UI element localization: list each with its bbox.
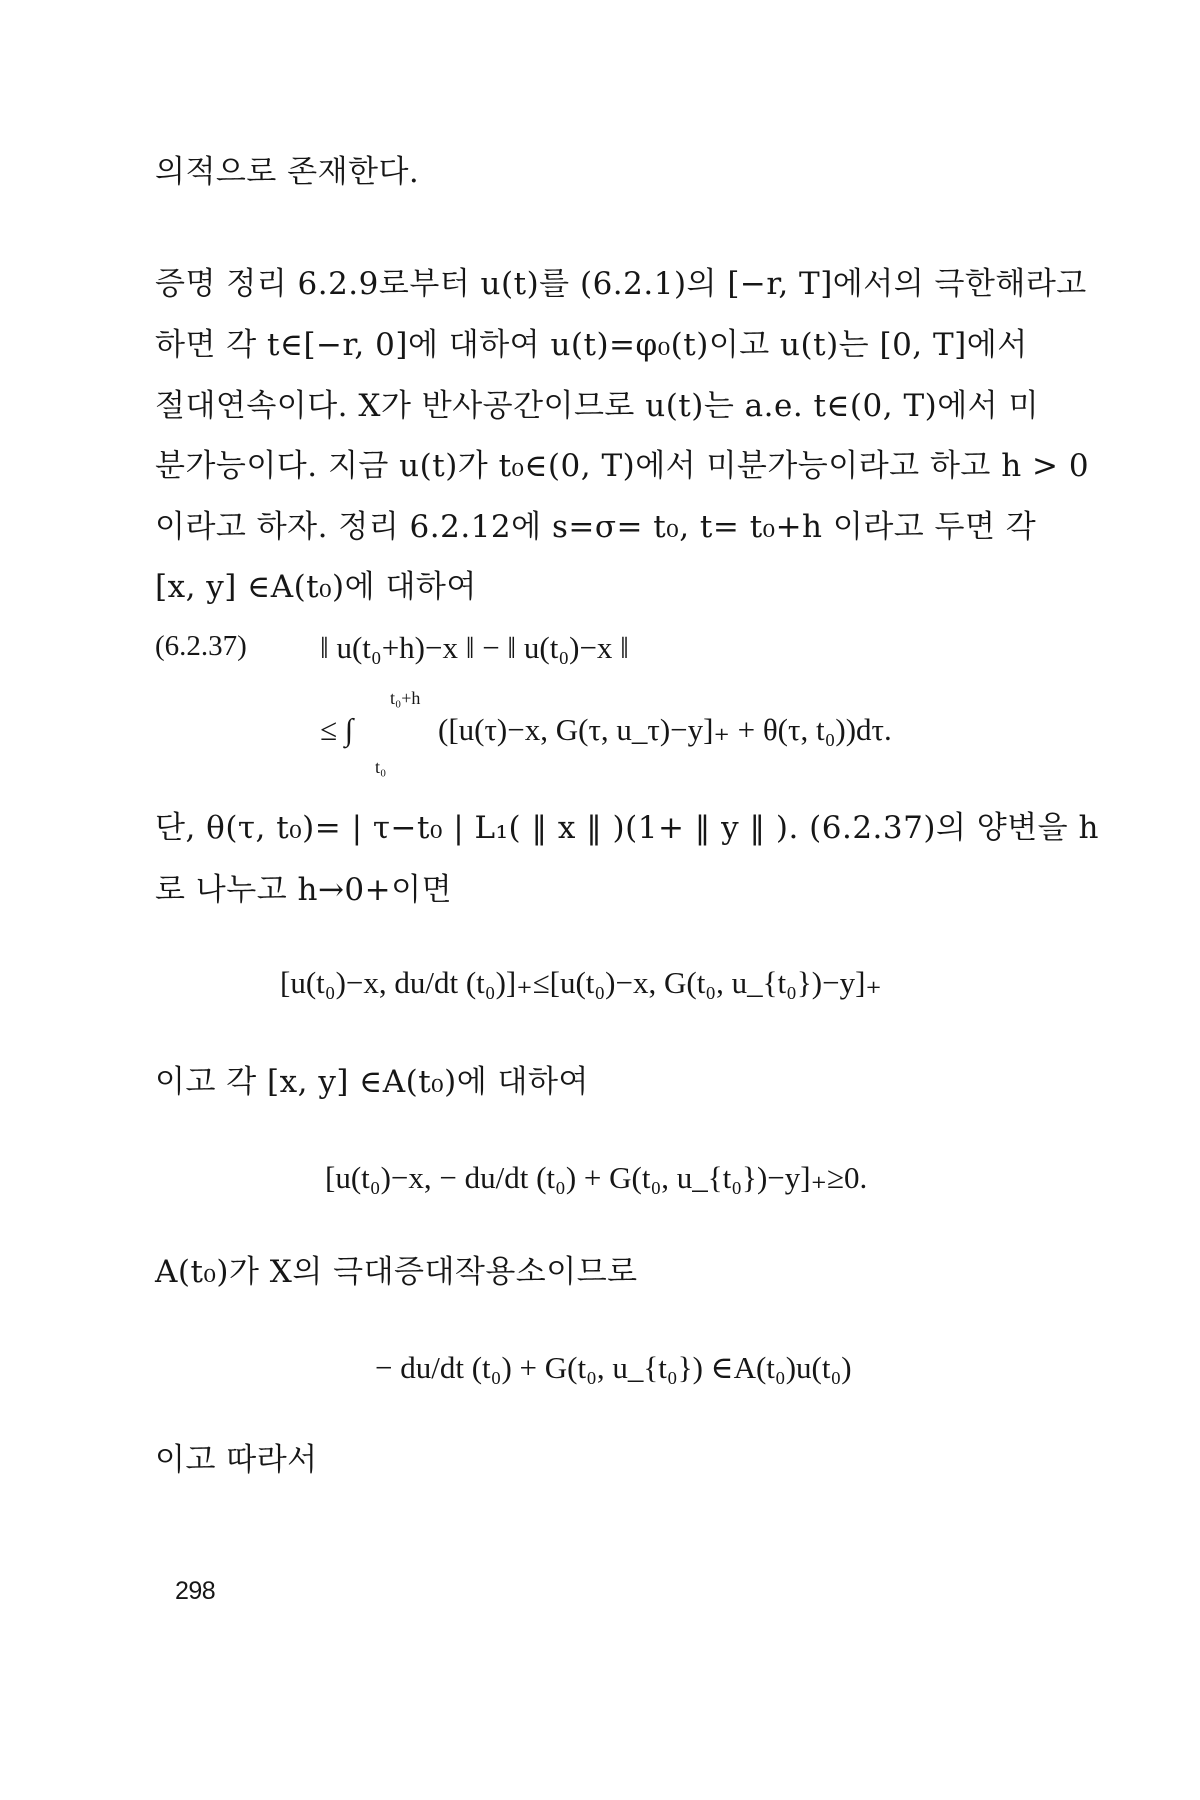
equation-line-2-prefix: ≤ ∫ — [320, 712, 354, 747]
proof-line-1: 증명 정리 6.2.9로부터 u(t)를 (6.2.1)의 [−r, T]에서의 극한해라고 — [155, 266, 1087, 302]
maximal-operator-line: A(t₀)가 X의 극대증대작용소이므로 — [155, 1254, 638, 1290]
display-equation-1: [u(t₀)−x, du/dt (t₀)]₊≤[u(t₀)−x, G(t₀, u_{t₀})−y]₊ — [280, 965, 882, 1000]
page-number: 298 — [175, 1577, 216, 1605]
proof-line-3: 절대연속이다. X가 반사공간이므로 u(t)는 a.e. t∈(0, T)에서 미 — [155, 388, 1039, 424]
after-equation-line-2: 로 나누고 h→0+이면 — [155, 872, 453, 908]
display-equation-2: [u(t₀)−x, − du/dt (t₀) + G(t₀, u_{t₀})−y]₊≥0. — [325, 1160, 868, 1195]
proof-line-6: [x, y] ∈A(t₀)에 대하여 — [155, 569, 477, 605]
text-line-1: 의적으로 존재한다. — [155, 154, 420, 190]
proof-line-4: 분가능이다. 지금 u(t)가 t₀∈(0, T)에서 미분가능이라고 하고 h > 0 — [155, 448, 1090, 484]
display-equation-3: − du/dt (t₀) + G(t₀, u_{t₀}) ∈A(t₀)u(t₀) — [375, 1350, 852, 1385]
integral-upper-limit: t₀+h — [390, 688, 421, 708]
proof-line-2: 하면 각 t∈[−r, 0]에 대하여 u(t)=φ₀(t)이고 u(t)는 [0, T]에서 — [155, 327, 1028, 363]
equation-line-2-body: ([u(τ)−x, G(τ, u_τ)−y]₊ + θ(τ, t₀))dτ. — [438, 712, 892, 747]
final-text-line: 이고 따라서 — [155, 1442, 318, 1478]
equation-label: (6.2.37) — [155, 630, 247, 662]
equation-line-1: ‖ u(t₀+h)−x ‖ − ‖ u(t₀)−x ‖ — [320, 630, 629, 665]
text-line-and-each: 이고 각 [x, y] ∈A(t₀)에 대하여 — [155, 1064, 589, 1100]
after-equation-line-1: 단, θ(τ, t₀)= | τ−t₀ | L₁( ‖ x ‖ )(1+ ‖ y ‖ ). (6.2.37)의 양변을 h — [155, 810, 1099, 846]
proof-line-5: 이라고 하자. 정리 6.2.12에 s=σ= t₀, t= t₀+h 이라고 두면 각 — [155, 509, 1037, 545]
integral-lower-limit: t₀ — [375, 757, 387, 777]
